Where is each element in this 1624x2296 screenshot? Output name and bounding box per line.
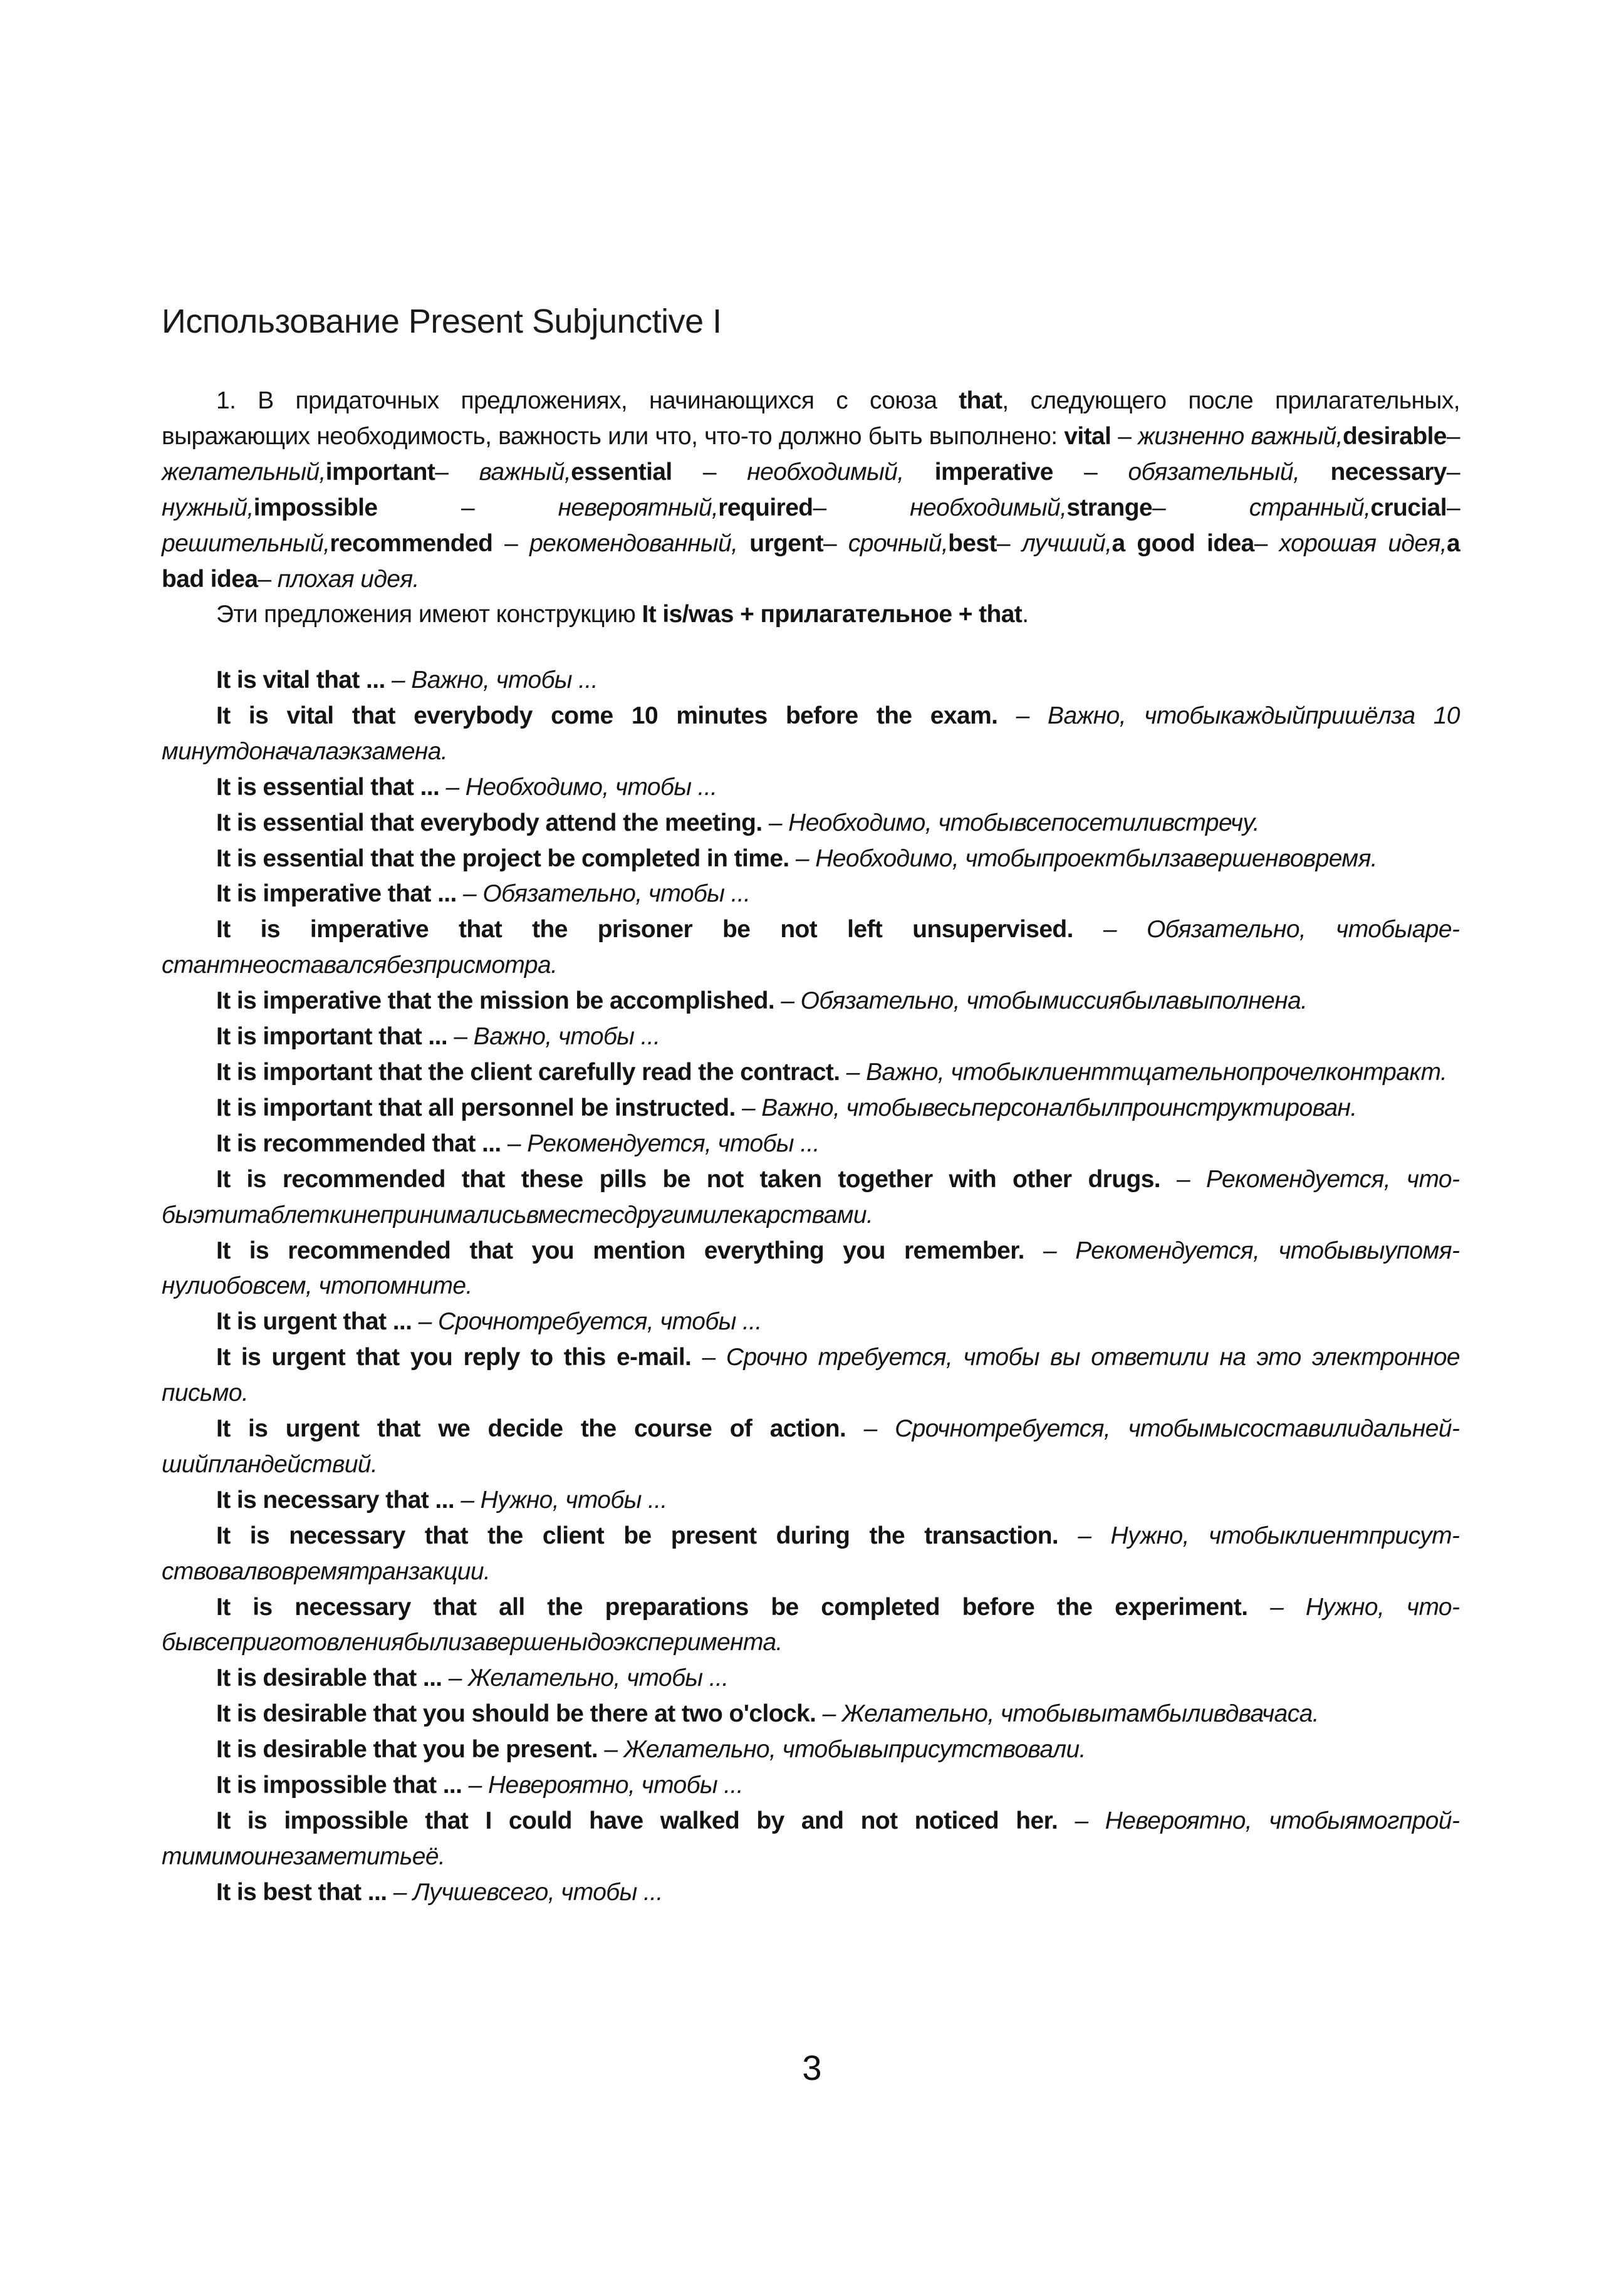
term-translation: лучший, — [1021, 529, 1112, 557]
intro-text: 1. В придаточных предложениях, начинающихся с союза — [216, 387, 959, 414]
example-english: It is imperative that the prisoner be not left unsupervised. — [216, 916, 1103, 943]
example-english: It is impossible that I could have walked by and not noticed her. — [216, 1807, 1075, 1834]
example-translation: – Срочнотребуется, чтобымысоставилидальнейшийпландействий. — [162, 1415, 1460, 1478]
intro-text: – — [1446, 458, 1460, 486]
example-line — [162, 1732, 1460, 1768]
example-translation: – Важно, чтобыкаждыйпришёлза 10 минутдоначалаэкзамена. — [162, 702, 1460, 765]
intro-text: , следующего после прилагательных, выражающих необходимость, важность или что, что-то должно быть выполнено: — [162, 387, 1460, 450]
term-translation: важный, — [479, 458, 571, 486]
term-translation: необходимый, — [747, 458, 904, 486]
construction-formula: It is/was + прилагательное + that — [642, 601, 1023, 628]
example-english: It is desirable that you be present. — [216, 1736, 605, 1764]
term-english: imperative — [903, 458, 1053, 486]
example-line — [162, 1804, 1460, 1875]
construction-paragraph — [162, 597, 1460, 633]
intro-text: – — [1053, 458, 1128, 486]
example-translation: – Желательно, чтобывыприсутствовали. — [604, 1736, 1086, 1764]
example-line — [162, 876, 1460, 912]
example-english: It is vital that everybody come 10 minutes before the exam. — [216, 702, 1016, 729]
example-english: It is important that all personnel be instructed. — [216, 1094, 742, 1121]
term-translation: невероятный, — [558, 494, 719, 521]
construction-lead: Эти предложения имеют конструкцию — [216, 601, 642, 628]
term-english: necessary — [1299, 458, 1447, 486]
intro-text: – — [435, 458, 479, 486]
page-number: 3 — [802, 2048, 822, 2087]
example-line — [162, 1055, 1460, 1091]
example-translation: – Рекомендуется, чтобыэтитаблеткинепринималисьвместесдругимилекарствами. — [162, 1165, 1460, 1229]
intro-section — [162, 383, 1460, 633]
example-line — [162, 984, 1460, 1019]
example-line — [162, 1696, 1460, 1732]
term-english: required — [718, 494, 813, 521]
term-translation: обязательный, — [1128, 458, 1300, 486]
example-english: It is vital that ... — [216, 667, 392, 693]
example-translation: – Необходимо, чтобы ... — [445, 773, 717, 801]
example-line — [162, 1661, 1460, 1696]
term-english: desirable — [1343, 422, 1447, 450]
example-line — [162, 699, 1460, 770]
example-english: It is essential that everybody attend the meeting. — [216, 809, 769, 836]
term-translation: желательный, — [162, 458, 326, 486]
term-english: strange — [1066, 494, 1153, 521]
example-line — [162, 1091, 1460, 1126]
example-line — [162, 1234, 1460, 1305]
intro-text: – — [258, 565, 278, 593]
example-english: It is necessary that all the preparations be completed before the experiment. — [216, 1593, 1271, 1621]
example-translation: – Обязательно, чтобымиссиябылавыполнена. — [781, 987, 1308, 1015]
example-translation: – Нужно, чтобыклиентприсутствовалвовремятранзакции. — [162, 1522, 1460, 1585]
example-translation: – Желательно, чтобывытамбыливдвачаса. — [822, 1700, 1319, 1728]
example-english: It is recommended that ... — [216, 1130, 508, 1157]
term-english: urgent — [737, 529, 823, 557]
intro-text: – — [672, 458, 747, 486]
example-translation: – Срочно требуется, чтобы вы ответили на это электронное письмо. — [162, 1344, 1460, 1407]
example-english: It is essential that the project be completed in time. — [216, 844, 796, 872]
term-english: a bad idea — [162, 529, 1460, 593]
example-translation: – Рекомендуется, чтобывыупомянулиобовсем, чтопомните. — [162, 1237, 1460, 1300]
page-title: Использование Present Subjunctive I — [162, 303, 722, 340]
example-translation: – Желательно, чтобы ... — [448, 1665, 729, 1692]
example-line — [162, 1519, 1460, 1590]
term-english: crucial — [1370, 494, 1447, 521]
example-translation: – Обязательно, чтобыарестантнеоставалсябезприсмотра. — [162, 916, 1460, 979]
term-translation: необходимый, — [910, 494, 1067, 521]
intro-text: – — [492, 529, 530, 557]
intro-paragraph — [162, 383, 1460, 597]
example-line — [162, 1411, 1460, 1483]
example-english: It is necessary that ... — [216, 1486, 461, 1514]
term-english: a good idea — [1111, 529, 1254, 557]
example-translation: – Срочнотребуется, чтобы ... — [418, 1308, 762, 1336]
example-line — [162, 663, 1460, 699]
example-english: It is important that ... — [216, 1023, 454, 1051]
example-english: It is desirable that you should be there at two o'clock. — [216, 1700, 823, 1728]
intro-text: – — [813, 494, 910, 521]
example-english: It is desirable that ... — [216, 1665, 449, 1692]
example-translation: – Невероятно, чтобыямогпройтимимоинезаметитьеё. — [162, 1807, 1460, 1870]
example-line — [162, 1126, 1460, 1162]
example-translation: – Рекомендуется, чтобы ... — [507, 1130, 820, 1157]
example-translation: – Нужно, чтобывсеприготовлениябылизавершеныдоэксперимента. — [162, 1593, 1460, 1656]
example-line — [162, 1590, 1460, 1661]
example-line — [162, 1019, 1460, 1055]
example-translation: – Лучшевсего, чтобы ... — [393, 1878, 663, 1906]
intro-text: – — [377, 494, 558, 521]
example-line — [162, 1768, 1460, 1804]
example-translation: – Важно, чтобы ... — [454, 1023, 660, 1051]
example-line — [162, 1162, 1460, 1234]
intro-text: – — [1446, 422, 1460, 450]
term-english: recommended — [330, 529, 493, 557]
example-line — [162, 1483, 1460, 1519]
example-english: It is best that ... — [216, 1878, 393, 1906]
example-line — [162, 1875, 1460, 1911]
intro-text: – — [1254, 529, 1279, 557]
term-english: that — [959, 387, 1002, 414]
intro-text: – — [823, 529, 848, 557]
term-translation: хорошая идея, — [1279, 529, 1447, 557]
example-english: It is important that the client carefully read the contract. — [216, 1058, 846, 1086]
term-english: essential — [571, 458, 672, 486]
example-translation: – Обязательно, чтобы ... — [463, 880, 751, 908]
term-translation: нужный, — [162, 494, 254, 521]
intro-text: – — [1111, 422, 1138, 450]
example-english: It is recommended that these pills be not taken together with other drugs. — [216, 1165, 1177, 1193]
example-english: It is necessary that the client be present during the transaction. — [216, 1522, 1078, 1549]
example-english: It is recommended that you mention everything you remember. — [216, 1237, 1044, 1264]
example-translation: – Важно, чтобывесьперсоналбылпроинструктирован. — [741, 1094, 1357, 1121]
construction-end: . — [1022, 601, 1029, 628]
example-translation: – Важно, чтобыклиенттщательнопрочелконтракт. — [846, 1058, 1447, 1086]
example-line — [162, 1340, 1460, 1411]
term-english: best — [948, 529, 997, 557]
example-english: It is impossible that ... — [216, 1772, 469, 1799]
example-english: It is essential that ... — [216, 773, 446, 801]
term-translation: плохая идея. — [277, 565, 419, 593]
example-translation: – Необходимо, чтобыпроектбылзавершенвовремя. — [795, 844, 1378, 872]
intro-text: – — [996, 529, 1022, 557]
intro-text: – — [1152, 494, 1249, 521]
term-english: impossible — [253, 494, 378, 521]
term-translation: рекомендованный, — [529, 529, 738, 557]
example-line — [162, 770, 1460, 806]
example-english: It is urgent that we decide the course of action. — [216, 1415, 864, 1443]
example-translation: – Важно, чтобы ... — [391, 667, 598, 693]
examples-list — [162, 663, 1460, 1911]
example-translation: – Нужно, чтобы ... — [461, 1486, 667, 1514]
intro-text: – — [1446, 494, 1460, 521]
term-english: vital — [1064, 422, 1111, 450]
term-translation: решительный, — [162, 529, 330, 557]
example-english: It is urgent that you reply to this e-mail. — [216, 1344, 702, 1371]
term-translation: странный, — [1249, 494, 1371, 521]
example-english: It is imperative that ... — [216, 880, 464, 908]
example-line — [162, 912, 1460, 984]
example-english: It is imperative that the mission be accomplished. — [216, 987, 781, 1015]
example-line — [162, 806, 1460, 841]
example-english: It is urgent that ... — [216, 1308, 419, 1336]
term-english: important — [325, 458, 435, 486]
term-translation: жизненно важный, — [1138, 422, 1343, 450]
example-line — [162, 841, 1460, 877]
example-translation: – Необходимо, чтобывсепосетиливстречу. — [768, 809, 1259, 836]
term-translation: срочный, — [848, 529, 949, 557]
example-translation: – Невероятно, чтобы ... — [468, 1772, 743, 1799]
example-line — [162, 1304, 1460, 1340]
